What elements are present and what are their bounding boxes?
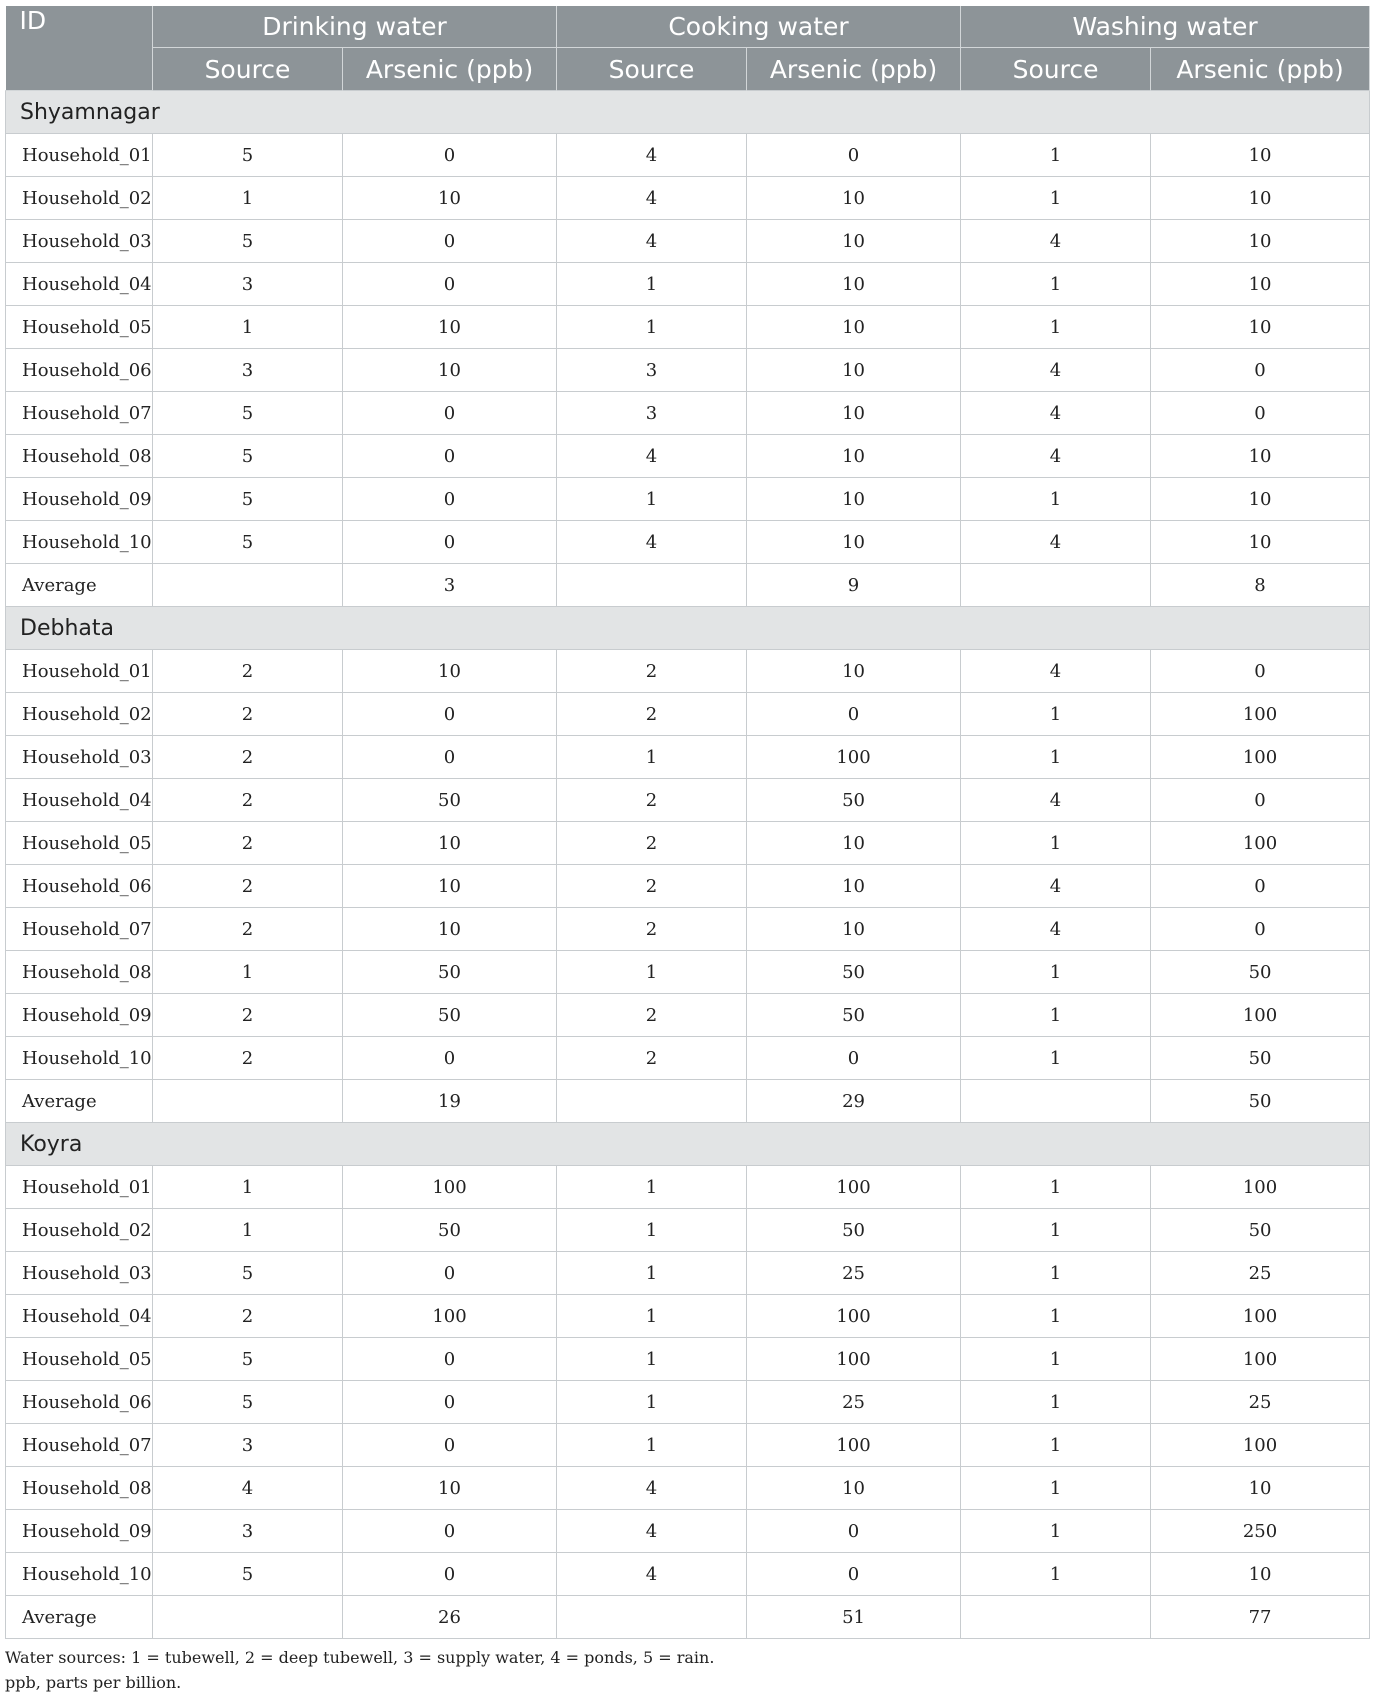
header-id: ID bbox=[6, 6, 153, 91]
header-cooking-source: Source bbox=[557, 48, 747, 91]
table-row bbox=[6, 392, 1370, 435]
table-cell: 3 bbox=[557, 349, 747, 392]
table-row bbox=[6, 1166, 1370, 1209]
table-cell: 50 bbox=[747, 951, 961, 994]
table-cell: 2 bbox=[153, 650, 343, 693]
table-cell: 1 bbox=[961, 263, 1151, 306]
table-cell: 2 bbox=[557, 1037, 747, 1080]
table-cell: 10 bbox=[747, 263, 961, 306]
table-cell: 4 bbox=[961, 392, 1151, 435]
table-cell: 5 bbox=[153, 134, 343, 177]
table-cell: 50 bbox=[343, 951, 557, 994]
row-id-cell: Household_01 bbox=[6, 650, 153, 693]
table-cell: 100 bbox=[1151, 1295, 1370, 1338]
section-title: Debhata bbox=[6, 607, 1370, 650]
table-cell: 1 bbox=[557, 306, 747, 349]
table-cell: 0 bbox=[343, 478, 557, 521]
table-cell: 0 bbox=[343, 1338, 557, 1381]
row-id-cell: Household_05 bbox=[6, 822, 153, 865]
table-cell: 0 bbox=[343, 263, 557, 306]
table-cell: 19 bbox=[343, 1080, 557, 1123]
table-row bbox=[6, 865, 1370, 908]
table-cell: 2 bbox=[153, 736, 343, 779]
row-id-cell: Household_02 bbox=[6, 693, 153, 736]
footnotes bbox=[5, 1645, 1369, 1695]
table-cell: 50 bbox=[1151, 1080, 1370, 1123]
table-cell: 1 bbox=[153, 177, 343, 220]
table-cell: 1 bbox=[961, 1037, 1151, 1080]
table-cell: 0 bbox=[747, 1553, 961, 1596]
table-cell: 0 bbox=[343, 1252, 557, 1295]
header-washing-arsenic: Arsenic (ppb) bbox=[1151, 48, 1370, 91]
table-cell: 0 bbox=[1151, 865, 1370, 908]
table-cell: 5 bbox=[153, 521, 343, 564]
table-cell: 9 bbox=[747, 564, 961, 607]
table-cell: 10 bbox=[343, 1467, 557, 1510]
table-cell: 2 bbox=[153, 822, 343, 865]
table-cell: 10 bbox=[747, 220, 961, 263]
row-id-cell: Household_03 bbox=[6, 736, 153, 779]
table-cell: 0 bbox=[1151, 650, 1370, 693]
table-cell: 4 bbox=[557, 134, 747, 177]
table-cell: 4 bbox=[153, 1467, 343, 1510]
table-cell: 10 bbox=[1151, 220, 1370, 263]
table-cell: 50 bbox=[1151, 1209, 1370, 1252]
table-cell: 4 bbox=[557, 220, 747, 263]
table-row bbox=[6, 1209, 1370, 1252]
row-id-cell: Household_07 bbox=[6, 1424, 153, 1467]
table-cell: 0 bbox=[343, 1037, 557, 1080]
table-cell: 51 bbox=[747, 1596, 961, 1639]
table-cell: 5 bbox=[153, 220, 343, 263]
table-cell: 10 bbox=[343, 349, 557, 392]
section-row bbox=[6, 1123, 1370, 1166]
table-cell: 1 bbox=[961, 994, 1151, 1037]
table-cell: 4 bbox=[557, 1553, 747, 1596]
table-cell: 0 bbox=[343, 134, 557, 177]
table-cell: 4 bbox=[557, 1467, 747, 1510]
table-cell: 10 bbox=[343, 177, 557, 220]
table-cell: 10 bbox=[747, 435, 961, 478]
section-title: Shyamnagar bbox=[6, 91, 1370, 134]
table-cell: 1 bbox=[961, 1553, 1151, 1596]
table-row bbox=[6, 478, 1370, 521]
table-cell: 1 bbox=[961, 822, 1151, 865]
table-cell: 4 bbox=[557, 1510, 747, 1553]
table-cell: 1 bbox=[961, 1510, 1151, 1553]
row-id-cell: Household_06 bbox=[6, 865, 153, 908]
table-cell: 4 bbox=[961, 650, 1151, 693]
header-washing-water: Washing water bbox=[961, 6, 1370, 48]
table-cell: 1 bbox=[961, 1381, 1151, 1424]
table-cell: 100 bbox=[1151, 736, 1370, 779]
table-cell: 0 bbox=[747, 134, 961, 177]
table-row bbox=[6, 951, 1370, 994]
table-cell: 25 bbox=[1151, 1381, 1370, 1424]
table-cell: 0 bbox=[1151, 908, 1370, 951]
row-id-cell: Household_01 bbox=[6, 134, 153, 177]
average-row bbox=[6, 564, 1370, 607]
table-cell: 5 bbox=[153, 1252, 343, 1295]
table-cell: 0 bbox=[343, 392, 557, 435]
row-id-cell: Household_04 bbox=[6, 263, 153, 306]
table-cell: 3 bbox=[153, 263, 343, 306]
row-id-cell: Average bbox=[6, 564, 153, 607]
table-cell bbox=[153, 564, 343, 607]
table-row bbox=[6, 650, 1370, 693]
table-cell: 1 bbox=[961, 693, 1151, 736]
table-row bbox=[6, 1510, 1370, 1553]
row-id-cell: Household_09 bbox=[6, 1510, 153, 1553]
row-id-cell: Household_09 bbox=[6, 478, 153, 521]
table-cell: 100 bbox=[343, 1166, 557, 1209]
table-cell: 0 bbox=[747, 1510, 961, 1553]
footnote-ppb: ppb, parts per billion. bbox=[5, 1673, 182, 1692]
table-cell: 26 bbox=[343, 1596, 557, 1639]
table-body bbox=[6, 91, 1370, 1639]
table-cell: 100 bbox=[747, 1424, 961, 1467]
table-cell: 4 bbox=[961, 908, 1151, 951]
table-cell bbox=[961, 1596, 1151, 1639]
table-cell: 4 bbox=[557, 521, 747, 564]
table-row bbox=[6, 521, 1370, 564]
table-cell: 100 bbox=[1151, 1338, 1370, 1381]
table-row bbox=[6, 822, 1370, 865]
table-cell: 0 bbox=[747, 693, 961, 736]
table-cell: 77 bbox=[1151, 1596, 1370, 1639]
table-cell: 100 bbox=[1151, 822, 1370, 865]
header-drinking-source: Source bbox=[153, 48, 343, 91]
table-cell: 0 bbox=[1151, 779, 1370, 822]
table-cell: 10 bbox=[1151, 1553, 1370, 1596]
table-row bbox=[6, 349, 1370, 392]
table-cell: 5 bbox=[153, 435, 343, 478]
header-drinking-arsenic: Arsenic (ppb) bbox=[343, 48, 557, 91]
row-id-cell: Household_05 bbox=[6, 306, 153, 349]
table-cell: 10 bbox=[1151, 263, 1370, 306]
row-id-cell: Household_06 bbox=[6, 349, 153, 392]
table-row bbox=[6, 1295, 1370, 1338]
row-id-cell: Household_10 bbox=[6, 521, 153, 564]
table-cell: 10 bbox=[343, 306, 557, 349]
table-cell: 10 bbox=[747, 521, 961, 564]
table-cell: 10 bbox=[1151, 521, 1370, 564]
average-row bbox=[6, 1080, 1370, 1123]
row-id-cell: Average bbox=[6, 1596, 153, 1639]
table-cell: 0 bbox=[343, 1424, 557, 1467]
section-row bbox=[6, 607, 1370, 650]
table-cell: 3 bbox=[153, 349, 343, 392]
table-row bbox=[6, 1338, 1370, 1381]
table-cell: 50 bbox=[1151, 951, 1370, 994]
table-row bbox=[6, 1553, 1370, 1596]
table-cell: 100 bbox=[1151, 1424, 1370, 1467]
table-cell: 1 bbox=[557, 1338, 747, 1381]
table-cell: 5 bbox=[153, 1553, 343, 1596]
table-cell bbox=[961, 1080, 1151, 1123]
table-cell: 4 bbox=[961, 220, 1151, 263]
table-cell: 2 bbox=[557, 822, 747, 865]
section-row bbox=[6, 91, 1370, 134]
table-cell: 25 bbox=[747, 1252, 961, 1295]
table-cell: 2 bbox=[153, 779, 343, 822]
table-cell: 2 bbox=[557, 908, 747, 951]
table-row bbox=[6, 220, 1370, 263]
table-row bbox=[6, 994, 1370, 1037]
table-cell: 1 bbox=[557, 478, 747, 521]
table-cell bbox=[153, 1596, 343, 1639]
table-row bbox=[6, 779, 1370, 822]
table-cell: 0 bbox=[343, 220, 557, 263]
table-cell: 0 bbox=[343, 693, 557, 736]
table-cell: 10 bbox=[747, 1467, 961, 1510]
table-cell: 50 bbox=[343, 1209, 557, 1252]
table-cell: 1 bbox=[557, 1209, 747, 1252]
average-row bbox=[6, 1596, 1370, 1639]
row-id-cell: Household_04 bbox=[6, 1295, 153, 1338]
table-cell: 100 bbox=[747, 1338, 961, 1381]
table-row bbox=[6, 134, 1370, 177]
table-cell: 1 bbox=[557, 1424, 747, 1467]
table-cell: 10 bbox=[1151, 134, 1370, 177]
table-cell: 0 bbox=[343, 1510, 557, 1553]
row-id-cell: Household_02 bbox=[6, 177, 153, 220]
table-cell: 50 bbox=[343, 779, 557, 822]
table-row bbox=[6, 736, 1370, 779]
table-row bbox=[6, 1037, 1370, 1080]
row-id-cell: Household_03 bbox=[6, 220, 153, 263]
row-id-cell: Household_08 bbox=[6, 1467, 153, 1510]
table-cell: 10 bbox=[1151, 306, 1370, 349]
table-cell bbox=[961, 564, 1151, 607]
row-id-cell: Household_09 bbox=[6, 994, 153, 1037]
row-id-cell: Household_01 bbox=[6, 1166, 153, 1209]
table-cell: 1 bbox=[153, 951, 343, 994]
table-cell: 4 bbox=[961, 435, 1151, 478]
table-cell bbox=[557, 1080, 747, 1123]
table-cell: 5 bbox=[153, 1381, 343, 1424]
row-id-cell: Household_08 bbox=[6, 951, 153, 994]
table-cell: 2 bbox=[557, 779, 747, 822]
table-row bbox=[6, 1467, 1370, 1510]
table-cell bbox=[557, 564, 747, 607]
table-cell: 5 bbox=[153, 478, 343, 521]
row-id-cell: Household_06 bbox=[6, 1381, 153, 1424]
table-cell: 10 bbox=[343, 865, 557, 908]
table-cell: 1 bbox=[961, 1209, 1151, 1252]
table-cell: 50 bbox=[1151, 1037, 1370, 1080]
table-cell: 100 bbox=[1151, 1166, 1370, 1209]
table-cell: 10 bbox=[747, 306, 961, 349]
table-cell: 25 bbox=[1151, 1252, 1370, 1295]
table-header bbox=[6, 6, 1370, 91]
table-cell: 10 bbox=[1151, 435, 1370, 478]
table-cell: 0 bbox=[1151, 349, 1370, 392]
table-cell: 10 bbox=[747, 478, 961, 521]
table-cell: 25 bbox=[747, 1381, 961, 1424]
table-row bbox=[6, 908, 1370, 951]
table-row bbox=[6, 693, 1370, 736]
table-cell: 4 bbox=[961, 521, 1151, 564]
table-cell: 100 bbox=[343, 1295, 557, 1338]
table-cell: 1 bbox=[961, 478, 1151, 521]
header-cooking-water: Cooking water bbox=[557, 6, 961, 48]
table-cell: 8 bbox=[1151, 564, 1370, 607]
header-washing-source: Source bbox=[961, 48, 1151, 91]
table-cell: 100 bbox=[1151, 994, 1370, 1037]
table-cell bbox=[557, 1596, 747, 1639]
table-cell: 4 bbox=[557, 177, 747, 220]
table-cell: 100 bbox=[747, 1295, 961, 1338]
table-cell: 5 bbox=[153, 392, 343, 435]
table-cell: 1 bbox=[557, 1166, 747, 1209]
table-cell: 10 bbox=[1151, 478, 1370, 521]
table-row bbox=[6, 263, 1370, 306]
row-id-cell: Household_10 bbox=[6, 1553, 153, 1596]
table-cell: 2 bbox=[557, 865, 747, 908]
table-cell: 50 bbox=[747, 779, 961, 822]
table-cell: 10 bbox=[747, 908, 961, 951]
table-cell: 1 bbox=[961, 736, 1151, 779]
table-cell: 1 bbox=[153, 1209, 343, 1252]
table-cell: 100 bbox=[747, 736, 961, 779]
table-cell: 1 bbox=[557, 1381, 747, 1424]
table-cell: 2 bbox=[153, 1295, 343, 1338]
row-id-cell: Household_04 bbox=[6, 779, 153, 822]
table-cell: 1 bbox=[557, 736, 747, 779]
table-row bbox=[6, 1252, 1370, 1295]
row-id-cell: Household_07 bbox=[6, 908, 153, 951]
table-cell: 1 bbox=[961, 1252, 1151, 1295]
table-cell: 10 bbox=[747, 650, 961, 693]
table-cell: 4 bbox=[557, 435, 747, 478]
table-cell: 0 bbox=[343, 435, 557, 478]
table-cell: 50 bbox=[747, 1209, 961, 1252]
table-cell: 1 bbox=[961, 1295, 1151, 1338]
table-cell: 0 bbox=[343, 521, 557, 564]
table-cell: 1 bbox=[961, 134, 1151, 177]
table-cell: 10 bbox=[1151, 1467, 1370, 1510]
table-cell: 0 bbox=[1151, 392, 1370, 435]
table-cell: 2 bbox=[153, 994, 343, 1037]
table-row bbox=[6, 1381, 1370, 1424]
table-cell: 10 bbox=[747, 177, 961, 220]
table-cell: 50 bbox=[747, 994, 961, 1037]
table-cell: 10 bbox=[343, 908, 557, 951]
table-cell: 2 bbox=[153, 865, 343, 908]
table-cell: 10 bbox=[343, 822, 557, 865]
row-id-cell: Household_08 bbox=[6, 435, 153, 478]
table-cell: 1 bbox=[557, 1252, 747, 1295]
table-cell: 2 bbox=[153, 1037, 343, 1080]
row-id-cell: Household_07 bbox=[6, 392, 153, 435]
table-cell: 0 bbox=[343, 1553, 557, 1596]
row-id-cell: Household_05 bbox=[6, 1338, 153, 1381]
table-cell: 10 bbox=[747, 865, 961, 908]
table-cell: 2 bbox=[557, 693, 747, 736]
table-row bbox=[6, 435, 1370, 478]
table-cell: 1 bbox=[557, 263, 747, 306]
row-id-cell: Average bbox=[6, 1080, 153, 1123]
table-cell: 4 bbox=[961, 779, 1151, 822]
table-cell: 250 bbox=[1151, 1510, 1370, 1553]
table-cell: 3 bbox=[557, 392, 747, 435]
table-cell: 4 bbox=[961, 865, 1151, 908]
table-cell: 1 bbox=[961, 951, 1151, 994]
table-cell: 0 bbox=[343, 1381, 557, 1424]
table-cell: 10 bbox=[747, 392, 961, 435]
table-cell: 2 bbox=[557, 994, 747, 1037]
table-cell: 0 bbox=[343, 736, 557, 779]
table-cell: 5 bbox=[153, 1338, 343, 1381]
header-drinking-water: Drinking water bbox=[153, 6, 557, 48]
table-cell: 100 bbox=[747, 1166, 961, 1209]
table-cell: 2 bbox=[557, 650, 747, 693]
table-row bbox=[6, 177, 1370, 220]
table-cell: 1 bbox=[557, 1295, 747, 1338]
section-title: Koyra bbox=[6, 1123, 1370, 1166]
table-cell: 3 bbox=[153, 1424, 343, 1467]
table-cell: 10 bbox=[747, 822, 961, 865]
table-cell: 10 bbox=[1151, 177, 1370, 220]
table-cell: 1 bbox=[557, 951, 747, 994]
row-id-cell: Household_10 bbox=[6, 1037, 153, 1080]
row-id-cell: Household_02 bbox=[6, 1209, 153, 1252]
table-cell: 50 bbox=[343, 994, 557, 1037]
header-cooking-arsenic: Arsenic (ppb) bbox=[747, 48, 961, 91]
table-cell: 1 bbox=[153, 1166, 343, 1209]
table-cell: 10 bbox=[747, 349, 961, 392]
table-cell: 1 bbox=[153, 306, 343, 349]
table-cell: 3 bbox=[343, 564, 557, 607]
table-cell: 1 bbox=[961, 1424, 1151, 1467]
table-cell: 2 bbox=[153, 693, 343, 736]
table-cell: 29 bbox=[747, 1080, 961, 1123]
table-cell: 1 bbox=[961, 306, 1151, 349]
table-cell bbox=[153, 1080, 343, 1123]
table-cell: 1 bbox=[961, 1338, 1151, 1381]
table-cell: 3 bbox=[153, 1510, 343, 1553]
table-row bbox=[6, 306, 1370, 349]
table-cell: 1 bbox=[961, 1166, 1151, 1209]
table-cell: 10 bbox=[343, 650, 557, 693]
table-cell: 2 bbox=[153, 908, 343, 951]
arsenic-table bbox=[5, 6, 1370, 1639]
table-row bbox=[6, 1424, 1370, 1467]
table-cell: 4 bbox=[961, 349, 1151, 392]
table-cell: 100 bbox=[1151, 693, 1370, 736]
table-cell: 1 bbox=[961, 1467, 1151, 1510]
table-cell: 1 bbox=[961, 177, 1151, 220]
footnote-water-sources: Water sources: 1 = tubewell, 2 = deep tubewell, 3 = supply water, 4 = ponds, 5 = rain. bbox=[5, 1648, 715, 1667]
document bbox=[5, 6, 1369, 1695]
table-cell: 0 bbox=[747, 1037, 961, 1080]
row-id-cell: Household_03 bbox=[6, 1252, 153, 1295]
